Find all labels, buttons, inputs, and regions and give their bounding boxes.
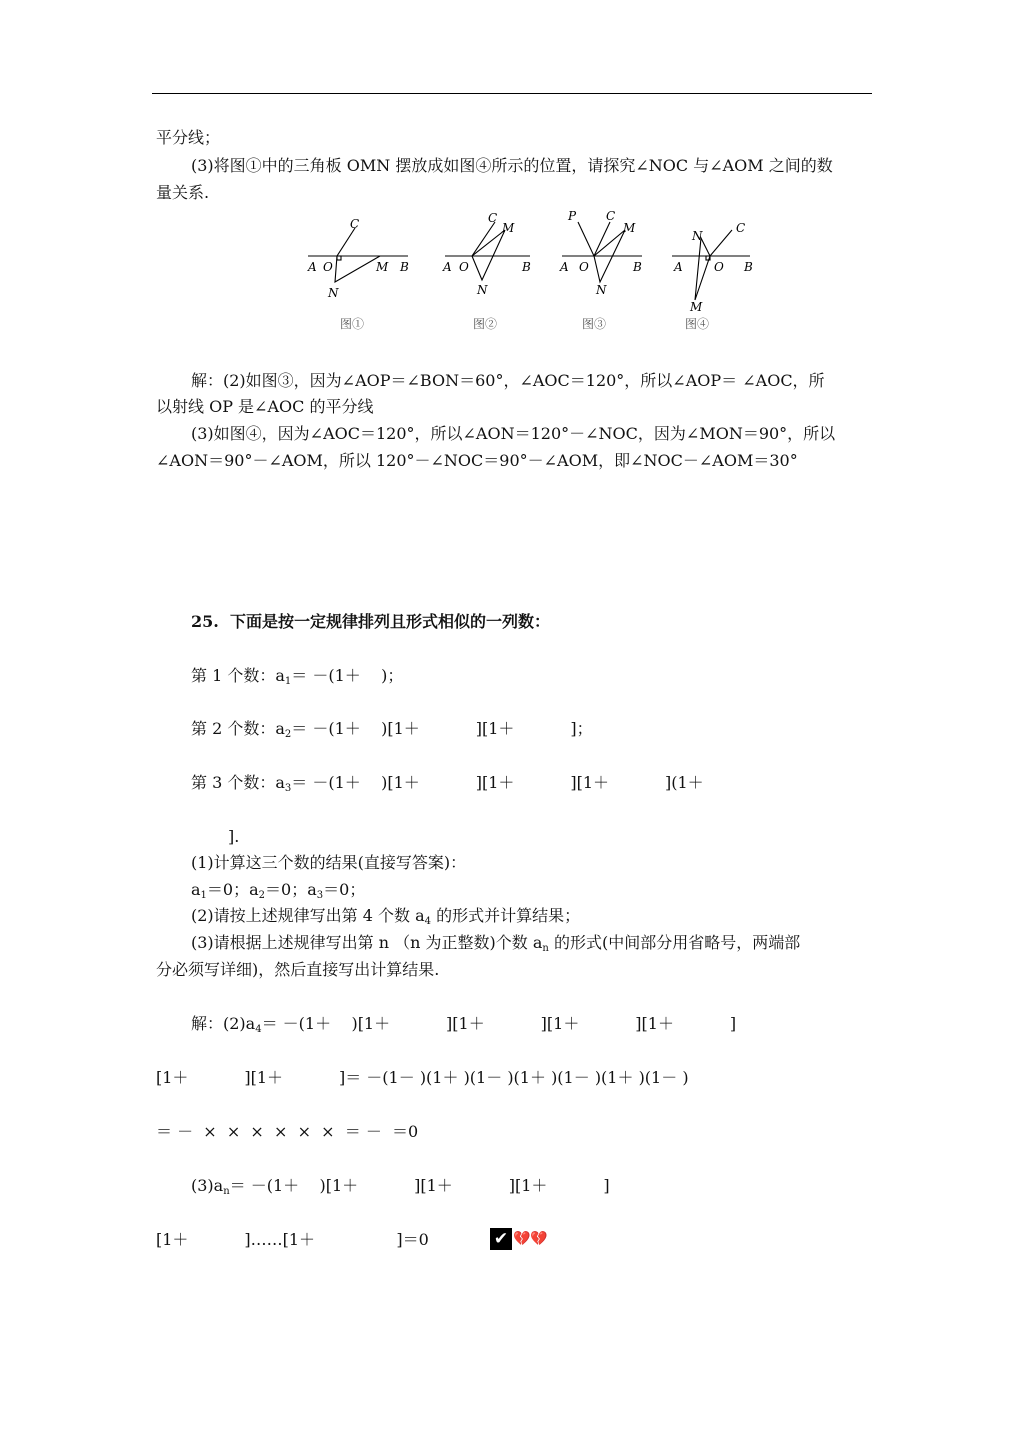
- fig2-caption: 图②: [473, 317, 498, 331]
- fig1-label-c: C: [350, 217, 360, 231]
- figure-group: [300, 208, 770, 338]
- fig4-label-b: B: [744, 260, 753, 274]
- fig3-label-b: B: [633, 260, 642, 274]
- text-line: 平分线；: [156, 128, 221, 147]
- fig4-label-a: A: [674, 260, 683, 274]
- question-25-heading: 25. 下面是按一定规律排列且形式相似的一列数：: [191, 612, 550, 631]
- fig3-label-o: O: [579, 260, 589, 274]
- text-line: 量关系.: [156, 183, 210, 202]
- fig3-label-c: C: [606, 209, 616, 223]
- question-25-2: (2)请按上述规律写出第 4 个数 $a_4$ 的形式并计算结果；: [191, 906, 581, 927]
- fig2-label-n: N: [477, 283, 488, 297]
- check-icon: ✔: [490, 1228, 512, 1250]
- question-25-1: (1)计算这三个数的结果(直接写答案)：: [191, 853, 467, 872]
- fig4-caption: 图④: [685, 317, 710, 331]
- fig4-label-n: N: [692, 229, 703, 243]
- text-line: 以射线 OP 是∠AOC 的平分线: [156, 397, 374, 416]
- question-25-3: (3)请根据上述规律写出第 n （n 为正整数)个数 $a_n$ 的形式(中间部分用省略号，两端部: [191, 933, 801, 954]
- fig3-label-m: M: [623, 221, 636, 235]
- fig2-label-a: A: [443, 260, 452, 274]
- text-line: [1＋ ]……[1＋ ]＝0: [156, 1230, 429, 1249]
- header-rule: [152, 93, 872, 94]
- question-3: (3)将图①中的三角板 OMN 摆放成如图④所示的位置，请探究∠NOC 与∠AOM 之间的数: [191, 156, 833, 175]
- broken-heart-icon: 💔💔: [513, 1231, 548, 1247]
- angle-figures: [300, 208, 770, 338]
- solution-25-2: 解：$(2)a_4= -(1+$ )[1＋ ][1＋ ][1＋ ][1＋ ]: [191, 1014, 737, 1035]
- fig4-label-m: M: [690, 300, 703, 314]
- sequence-term-3: 第 3 个数：$a_3= -(1+$ )[1＋ ][1＋ ][1＋ ](1＋: [191, 773, 704, 794]
- answer-marks: [490, 1228, 548, 1250]
- sequence-term-2: 第 2 个数：$a_2= -(1+$ )[1＋ ][1＋ ]；: [191, 719, 593, 740]
- fig4-label-o: O: [714, 260, 724, 274]
- solution-2: 解：(2)如图③，因为∠AOP＝∠BON＝60°，∠AOC＝120°，所以∠AOP＝ ∠AOC，所: [191, 371, 825, 390]
- fig1-label-o: O: [323, 260, 333, 274]
- text-line: ∠AON＝90°－∠AOM，所以 120°－∠NOC＝90°－∠AOM，即∠NOC－∠AOM＝30°: [156, 451, 798, 470]
- fig2-label-m: M: [502, 221, 515, 235]
- text-line: ＝ － × × × × × × ＝ － ＝0: [156, 1122, 419, 1141]
- solution-25-3: $(3)a_n= -(1+$ )[1＋ ][1＋ ][1＋ ]: [191, 1176, 610, 1197]
- text-line: [1＋ ][1＋ ]＝ －(1－ )(1＋ )(1－ )(1＋ )(1－ )(1＋ )(1－ ): [156, 1068, 689, 1087]
- fig3-label-a: A: [560, 260, 569, 274]
- fig1-label-m: M: [376, 260, 389, 274]
- fig1-label-a: A: [308, 260, 317, 274]
- text-line: 分必须写详细)，然后直接写出计算结果.: [156, 960, 440, 979]
- fig1-caption: 图①: [340, 317, 365, 331]
- fig3-caption: 图③: [582, 317, 607, 331]
- fig2-label-o: O: [459, 260, 469, 274]
- fig1-label-n: N: [328, 286, 339, 300]
- text-line: ].: [228, 827, 240, 846]
- fig2-label-b: B: [522, 260, 531, 274]
- fig3-label-p: P: [568, 209, 577, 223]
- fig2-label-c: C: [488, 211, 498, 225]
- fig1-label-b: B: [400, 260, 409, 274]
- fig4-label-c: C: [736, 221, 746, 235]
- fig3-label-n: N: [596, 283, 607, 297]
- solution-3: (3)如图④，因为∠AOC＝120°，所以∠AON＝120°－∠NOC，因为∠MON＝90°，所以: [191, 424, 836, 443]
- answer-25-1: $a_1=0$；$a_2=0$；$a_3=0$；: [191, 880, 366, 901]
- sequence-term-1: 第 1 个数：$a_1= -(1+$ )；: [191, 666, 404, 687]
